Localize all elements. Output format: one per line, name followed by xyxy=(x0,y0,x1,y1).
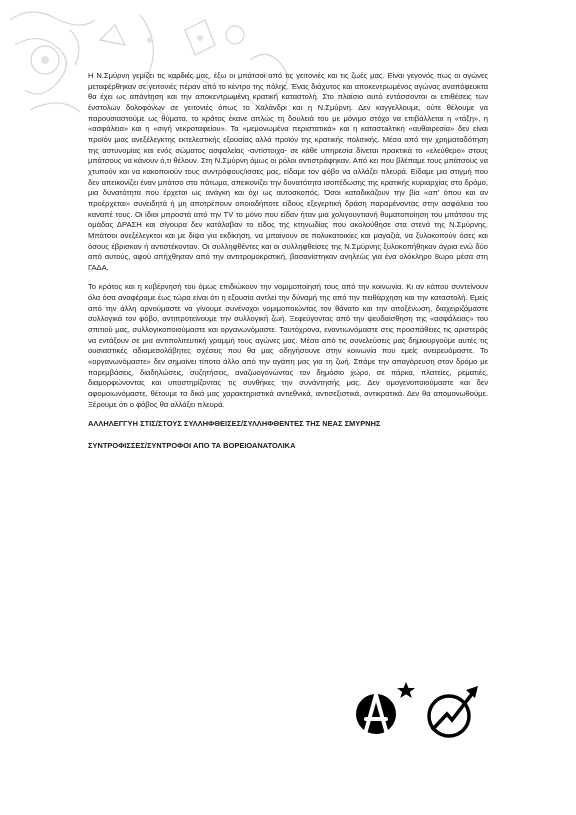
document-body xyxy=(88,71,488,463)
paragraph-1: Η Ν.Σμύρνη γεμίζει τις καρδιές μας, έξω οι μπάτσοι από τις γειτονιές και τις ζωές μας. Είναι γεγονός πως οι αγώνες μεταφέρθηκαν σε γειτονιές πέραν από το κέντρο της πόλης. Ένας διάχυτος και αποκεντρωμένος αγώνας αναπόφευκτα θα έχει ως απάντηση και την αποκεντρωμένη κρατική καταστολή. Στο πλαίσιο αυτό εντάσσονται οι επιθέσεις των ένστολων δολοφόνων σε γειτονιές όπως το Χαλάνδρι και η Ν.Σμύρνη. Δεν καγγελλουμε, ούτε θέλουμε να παρουσιαστούμε ως θύματα, το κράτος έκανε απλώς τη δουλειά του με μόνιμο στόχο να επιβάλλεται η «τάξη», η «ασφάλεια» και η «σιγή νεκροταφείου». Τα «μεμονωμένα περιστατικά» και η καταστaλτική «αυθαιρεσία» δεν είναι προϊόν μιας ανεξέλεγκτης εκτελεστικής εξουσίας αλλά προϊόν της κρατικής πολιτικής. Μέσα από την χρηματοδότηση της αστυνομίας και ενός σώματος ασφαλείας -αντίστοιχα- σε κάθε υπηρεσία δίνεται πρακτικά το «ελεύθερο» στους μπάτσους να κάνουν ό,τι θέλουν. Στη Ν.Σμύρνη όμως οι ρόλοι αντιστράφηκαν. Από κει που βλέπαμε τους μπάτσους να χτυπούν και να κακοποιούν τους συντρόφους/ισσες μας, είδαμε τον φόβο να αλλάζει πλευρά. Είδαμε μια στιγμή που δεν απεικονίζει έναν μπάτσο στο πάτωμα, απεικονίζει την δυνατότητα ισοπέδωσης της κρατικής κυριαρχίας στο δρόμο, μια δυνατότητα που έρχεται ως ανάγκη και όχι ως αυτοσκοπός. Όσοι καταδικάζουν την βία «απ' όπου και αν προέρχεται» συνειδητά ή μη αποτρέπουν οποιαδήποτε είδους εξεγερτική δράση παραμένοντας στην ασφάλεια του καναπέ τους. Οι ίδιοι μπροστά από την TV το μόνο που είδαν ήταν μια χολιγουντιανή θυματοποίηση του μπάτσου της ομάδας ΔΡΑΣΗ και σίγουρα δεν κατάλαβαν το είδος της κτηνωδίας που ακολούθησε στα στενά της Ν.Σμύρνης. Μπάτσοι ανεξέλεγκτοι και με δίψα για εκδίκηση, να μπαίνουν σε πολυκατοικίες και μαγαζιά, να ξυλοκοπούν όσες και όσους έβρισκαν ή αντιστέκονταν. Οι συλληφθέντες και οι συλληφθείσες της Ν.Σμύρνης ξυλοκοπήθηκαν άγρια ενώ δύο από αυτούς, αφού απήχθησαν από την αντιτρομοκρατική, βασανίστηκαν ανηλεώς για ένα ολόκληρο 8ωρο μέσα στη ΓΑΔΑ. xyxy=(88,71,488,272)
symbols-group xyxy=(352,678,492,742)
solidarity-heading: ΑΛΛΗΛΕΓΓΥΗ ΣΤΙΣ/ΣΤΟΥΣ ΣΥΛΛΗΦΘΕΙΣΕΣ/ΣΥΛΛΗΦΘΕΝΤΕΣ ΤΗΣ ΝΕΑΣ ΣΜΥΡΝΗΣ xyxy=(88,419,381,429)
signature-heading: ΣΥΝΤΡΟΦΙΣΣΕΣ/ΣΥΝΤΡΟΦΟΙ ΑΠΟ ΤΑ ΒΟΡΕΙΟΑΝΑΤΟΛΙΚΑ xyxy=(88,441,296,451)
circled-lightning-arrow-icon xyxy=(429,686,478,736)
paragraph-2: Το κράτος και η κυβέρνησή του όμως επιδιώκουν την νομιμοποίησή τους από την κοινωνία. Κι αν κάπου συντείνουν όλα όσα αναφέραμε έως τώρα είναι ότι η εξουσία αντλεί την δύναμή της από την πειθάρχηση και την καταστολή. Εμείς από την άλλη αρνούμαστε να γίνουμε συνένοχοι νομιμοποιώντας τον θάνατο και την αποξένωση, διαχειριζόμαστε συλλογικά τον φόβο, αντιπροτείνουμε την συλλογική ζωή. Ξεφεύγοντας από την ψευδαίσθηση της «ασφάλειας» του σπιτιού μας, συλλογικοποιούμαστε και οργανωνόμαστε. Ταυτόχρονα, εναντιωνόμαστε στις προσπάθειες τις αριστεράς να εντάξουν σε μια αντιπολιτευτική γραμμή τους αγώνες μας. Μέσα από τις συνελεύσεις μας δημιουργούμε αυτές τις ουσιαστικές αδιαμεσολάβητες σχέσεις που θα μας οδηγήσουνε στην κοινωνία που εμείς ονειρευόμαστε. Το «οργανωνόμαστε» δεν σημαίνει τίποτα άλλο από την αγάπη μας για τη ζωή. Σπάμε την απαγόρευση στον δρόμο με παρεμβάσεις, διαδηλώσεις, συζητήσεις, αναζωογονώντας τον δημόσιο χώρο, σε πάρκα, πλατείες, ρεματιές, διαμορφώνοντας και υποστηρίζοντας τις συνθήκες την συνάντησής μας. Δεν ομογενοποιούμαστε και δεν αφομοιωνόμαστε, θέτουμε τα δικά μας χαρακτηριστικά αντιεθνικά, αντισεξιστικά, αντικρατικά. Δεν θα απομονωθούμε. Ξέρουμε ότι ο φόβος θα αλλάξει πλευρά. xyxy=(88,282,488,409)
anarchy-circle-a-with-star-icon xyxy=(356,682,415,734)
